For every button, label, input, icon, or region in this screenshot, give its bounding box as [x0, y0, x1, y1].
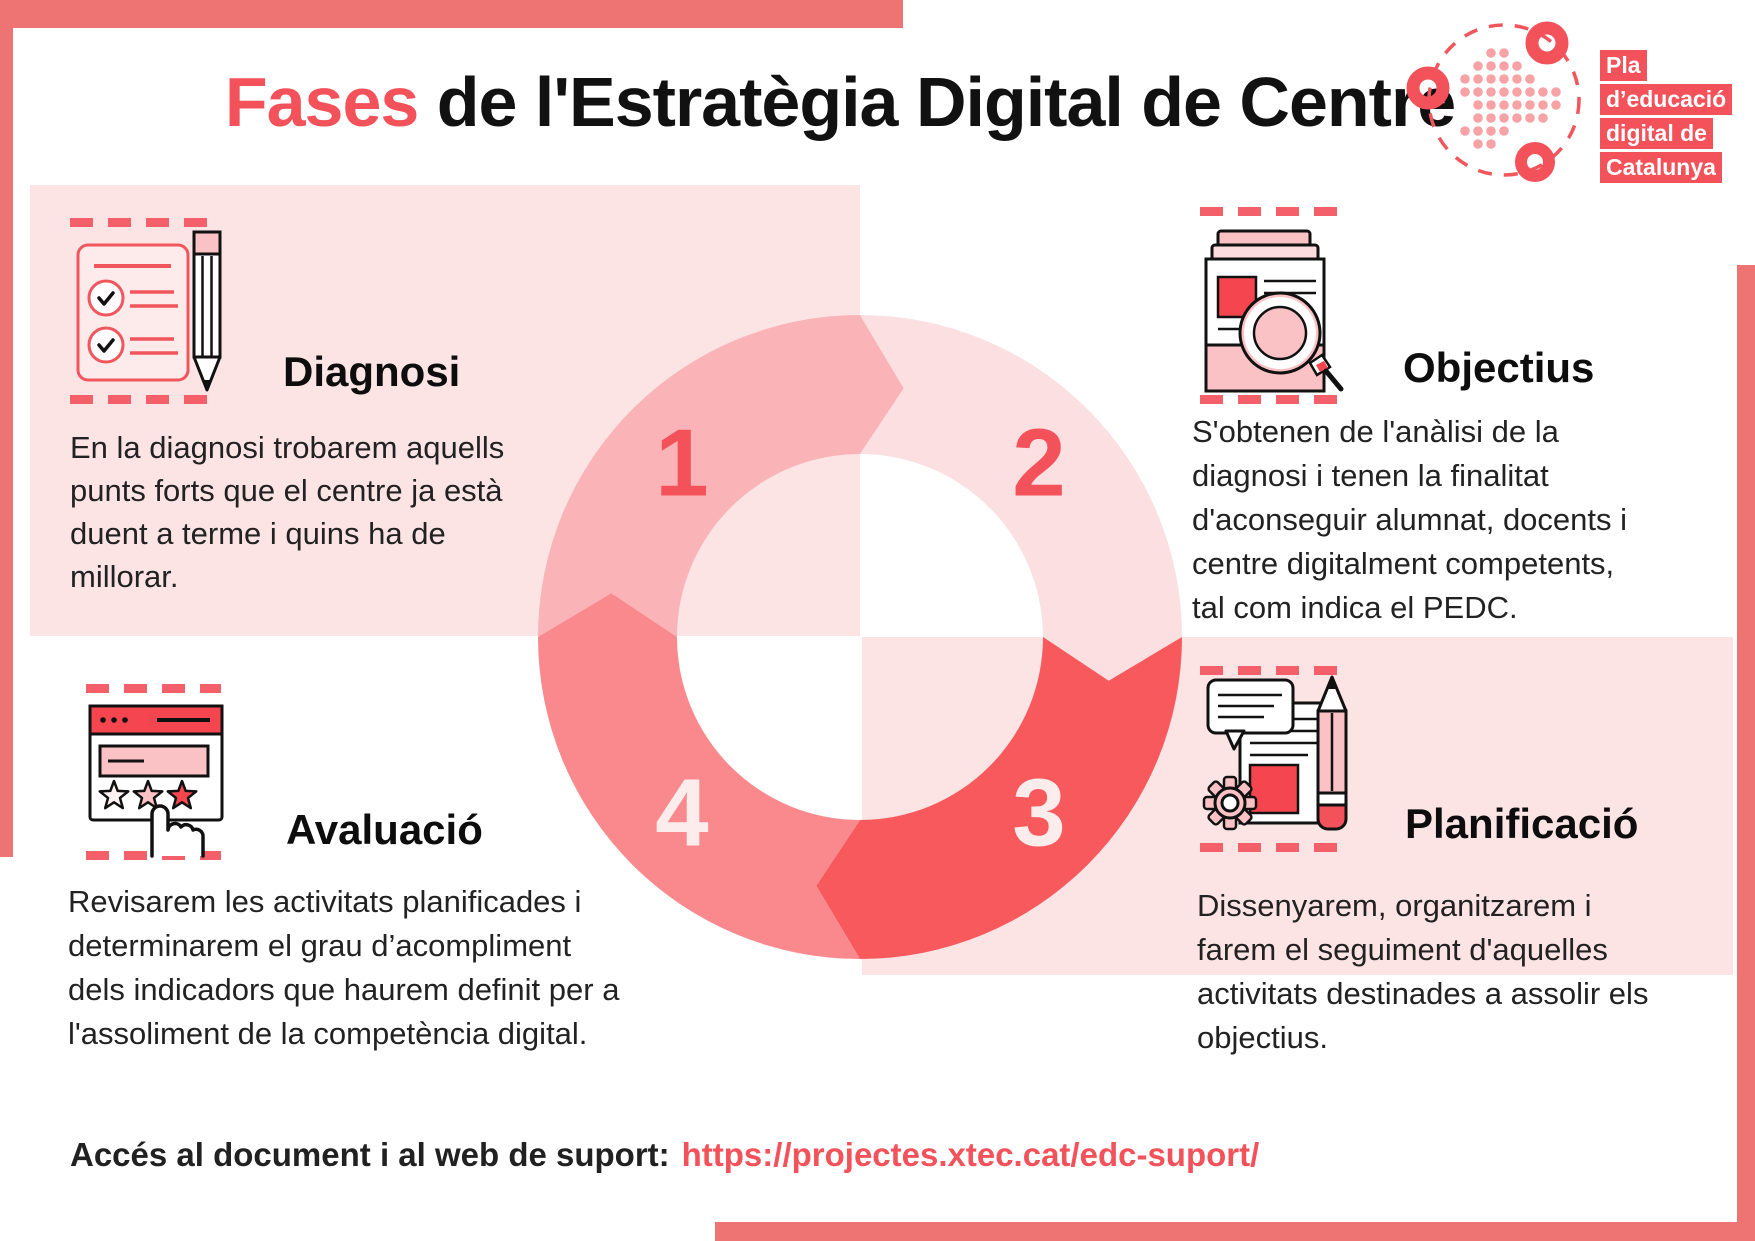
left-border-bar — [0, 0, 13, 857]
avaluacio-title: Avaluació — [286, 806, 483, 853]
title-highlight: Fases — [224, 63, 419, 141]
footer-support-url[interactable]: https://projectes.xtec.cat/edc-suport/ — [681, 1136, 1260, 1173]
planificacio-description: Dissenyarem, organitzarem i farem el seguiment d'aquelles activitats destinades a assolir els objectius. — [1197, 888, 1649, 1055]
cycle-diagram — [520, 297, 1200, 977]
logo-wordmark-line: d’educació — [1600, 84, 1732, 115]
logo-wordmark-line: digital de — [1600, 118, 1713, 149]
right-border-bar — [1737, 265, 1755, 1241]
document-gear-pencil-icon — [1198, 663, 1358, 863]
cycle-number-3: 3 — [1012, 759, 1066, 867]
pedc-logo-wordmark — [1600, 50, 1732, 183]
footer-label: Accés al document i al web de suport: — [70, 1136, 670, 1173]
logo-wordmark-line: Catalunya — [1600, 152, 1722, 183]
title-rest: de l'Estratègia Digital de Centre — [418, 63, 1456, 141]
cycle-segment-1 — [538, 315, 904, 637]
cycle-number-2: 2 — [1012, 409, 1066, 517]
browser-stars-hand-icon — [82, 680, 232, 870]
diagnosi-description: En la diagnosi trobarem aquells punts forts que el centre ja està duent a terme i quins ha de millorar. — [70, 430, 505, 594]
pedc-logo-mark — [1398, 5, 1598, 195]
cycle-number-1: 1 — [655, 409, 709, 517]
avaluacio-description: Revisarem les activitats planificades i determinarem el grau d’acompliment dels indicadors que haurem definit per a l'assoliment de la competència digital. — [68, 884, 620, 1051]
cycle-segment-3 — [816, 637, 1182, 959]
footer-access-line — [70, 1136, 1259, 1174]
top-border-bar — [0, 0, 903, 28]
cycle-number-4: 4 — [655, 759, 709, 867]
page-title — [60, 62, 1620, 142]
planificacio-title: Planificació — [1405, 800, 1639, 847]
diagnosi-title: Diagnosi — [283, 348, 461, 395]
logo-wordmark-line: Pla — [1600, 50, 1647, 81]
objectius-title: Objectius — [1403, 344, 1595, 391]
checklist-and-pencil-icon — [66, 212, 226, 412]
bottom-border-bar — [715, 1222, 1755, 1241]
objectius-description: S'obtenen de l'anàlisi de la diagnosi i tenen la finalitat d'aconseguir alumnat, docents i centre digitalment competents, tal com indica el PEDC. — [1192, 414, 1628, 625]
document-magnifier-icon — [1198, 205, 1348, 405]
